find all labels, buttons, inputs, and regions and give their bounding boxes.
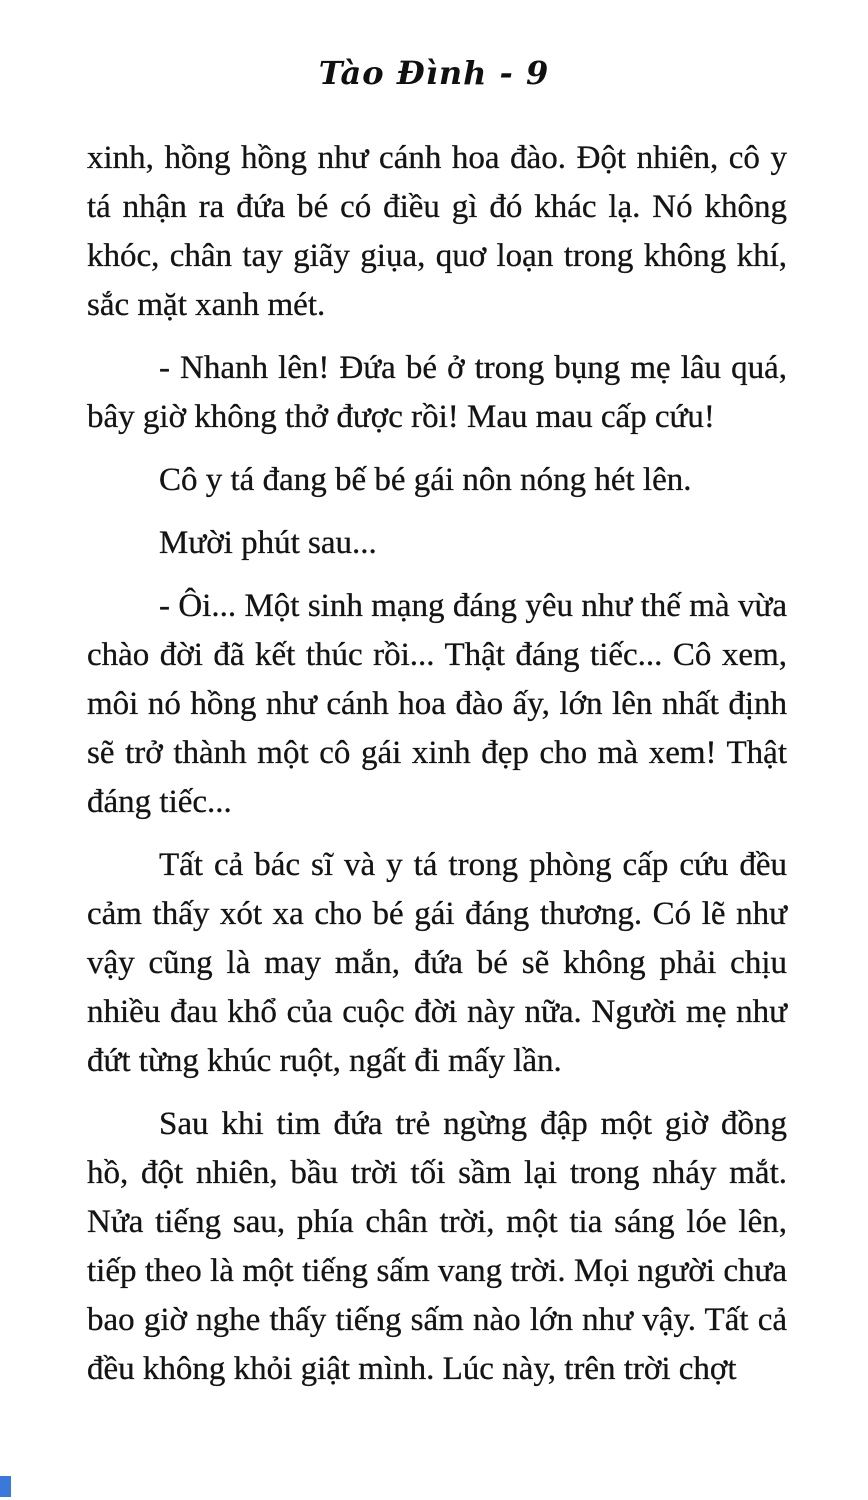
running-head [0, 54, 868, 92]
paragraph-narration-2: Mười phút sau... [159, 525, 377, 561]
paragraph-narration-3: Tất cả bác sĩ và y tá trong phòng cấp cứu đều cảm thấy xót xa cho bé gái đáng thương. Có lẽ như vậy cũng là may mắn, đứa bé sẽ không phải chịu nhiều đau khổ của cuộc đời này nữa. Người mẹ như đứt từng khúc ruột, ngất đi mấy lần. [87, 847, 787, 1079]
running-head-title: Tào Đình - 9 [318, 54, 550, 92]
paragraph-dialogue-1: - Nhanh lên! Đứa bé ở trong bụng mẹ lâu quá, bây giờ không thở được rồi! Mau mau cấp cứu! [87, 350, 787, 435]
body-text [87, 134, 787, 1408]
paragraph-dialogue-2: - Ôi... Một sinh mạng đáng yêu như thế mà vừa chào đời đã kết thúc rồi... Thật đáng tiếc... Cô xem, môi nó hồng như cánh hoa đào ấy, lớn lên nhất định sẽ trở thành một cô gái xinh đẹp cho mà xem! Thật đáng tiếc... [87, 588, 787, 820]
paragraph-narration-4: Sau khi tim đứa trẻ ngừng đập một giờ đồng hồ, đột nhiên, bầu trời tối sầm lại trong nháy mắt. Nửa tiếng sau, phía chân trời, một tia sáng lóe lên, tiếp theo là một tiếng sấm vang trời. Mọi người chưa bao giờ nghe thấy tiếng sấm nào lớn như vậy. Tất cả đều không khỏi giật mình. Lúc này, trên trời chợt [87, 1106, 787, 1387]
paragraph-continuation: xinh, hồng hồng như cánh hoa đào. Đột nhiên, cô y tá nhận ra đứa bé có điều gì đó khác lạ. Nó không khóc, chân tay giãy giụa, quơ loạn trong không khí, sắc mặt xanh mét. [87, 140, 787, 323]
paragraph-narration-1: Cô y tá đang bế bé gái nôn nóng hét lên. [159, 462, 692, 498]
page-corner-marker [0, 1476, 11, 1497]
